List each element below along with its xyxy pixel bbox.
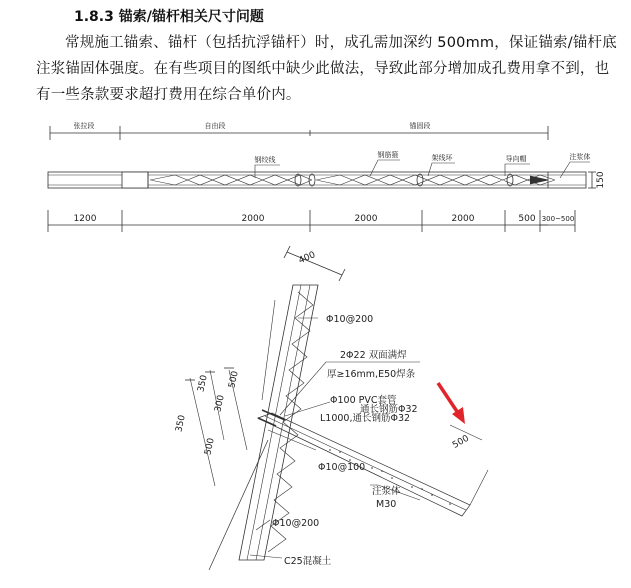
- paragraph-line-3: 有一些条款要求超打费用在综合单价内。: [36, 87, 301, 103]
- callout-weld-2: 厚≥16mm,E50焊条: [327, 369, 416, 380]
- callout-pvc-overlap: 通长钢筋Φ32: [360, 404, 418, 415]
- dim-label-6: 300~500: [541, 215, 575, 223]
- dim-label-1: 1200: [73, 214, 97, 224]
- callout-concrete: C25混凝土: [284, 556, 332, 567]
- callout-pvc-1: Φ100 PVC套管: [330, 395, 397, 406]
- left-dim-1: 350: [174, 414, 188, 434]
- dim-label-4: 2000: [451, 214, 475, 224]
- anchor-section-drawing: [185, 246, 488, 570]
- dim-label-2: 2000: [241, 214, 265, 224]
- segment-label-anchorage: 锚固段: [409, 122, 431, 130]
- callout-grout-1: 注浆体: [372, 486, 401, 497]
- diameter-label: 150: [596, 171, 606, 189]
- callout-rebar-bottom: Φ10@200: [272, 518, 320, 529]
- callout-rebar-top: Φ10@200: [326, 314, 374, 325]
- callout-grout-2: M30: [376, 499, 397, 510]
- guide-cap-shape: [530, 176, 548, 184]
- anchor-elevation-drawing: [48, 126, 596, 232]
- callout-spacer: 架线环: [431, 154, 453, 162]
- highlight-arrow: [438, 383, 465, 424]
- segment-label-free: 自由段: [204, 122, 226, 130]
- segment-label-tension: 张拉段: [73, 122, 95, 130]
- left-dim-2: 350: [196, 374, 210, 394]
- left-dim-3: 300: [213, 394, 227, 414]
- callout-guide-cap: 导向帽: [505, 155, 527, 163]
- left-dim-5: 500: [203, 437, 217, 457]
- callout-rebar-mid: Φ10@100: [318, 462, 366, 473]
- callout-grout: 注浆体: [569, 153, 591, 161]
- callout-pvc-2: L1000,通长钢筋Φ32: [320, 413, 411, 424]
- section-heading: 1.8.3 锚索/锚杆相关尺寸问题: [74, 9, 264, 25]
- callout-strand: 钢绞线: [254, 156, 276, 164]
- dim-label-3: 2000: [354, 214, 378, 224]
- dim-label-5: 500: [518, 214, 536, 224]
- extra-length-label: 500: [451, 433, 471, 451]
- paragraph-line-2: 注浆锚固体强度。在有些项目的图纸中缺少此做法，导致此部分增加成孔费用拿不到，也: [36, 61, 610, 77]
- callout-weld-1: 2Φ22 双面满焊: [340, 350, 407, 361]
- left-dim-4: 500: [227, 370, 241, 390]
- paragraph-line-1: 常规施工锚索、锚杆（包括抗浮锚杆）时，成孔需加深约 500mm，保证锚索/锚杆底: [65, 35, 617, 51]
- top-dim-label: 400: [297, 250, 318, 267]
- callout-bracket: 钢筋箍: [377, 151, 399, 159]
